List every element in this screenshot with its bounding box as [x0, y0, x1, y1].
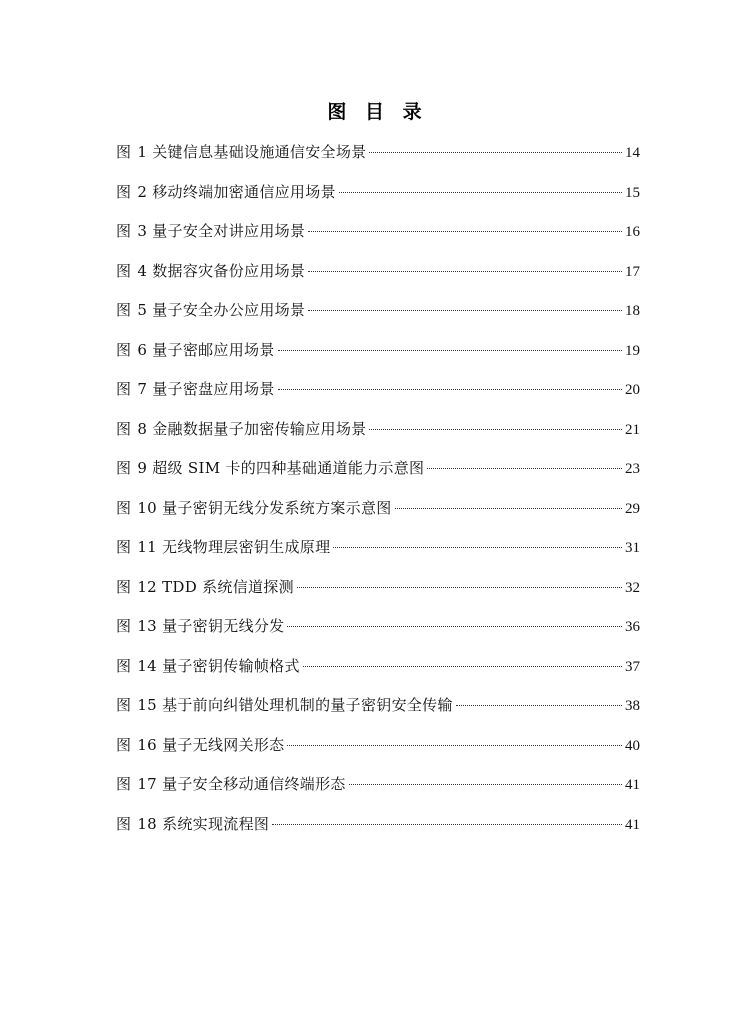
dot-leader — [287, 745, 622, 746]
entry-prefix: 图 — [116, 814, 132, 833]
page-number: 36 — [625, 619, 640, 635]
page-number: 16 — [625, 224, 640, 240]
entry-title: 3 量子安全对讲应用场景 — [137, 222, 306, 240]
entry-label — [116, 299, 305, 321]
entry-title: 7 量子密盘应用场景 — [137, 380, 275, 398]
entry-title: 13 量子密钥无线分发 — [137, 617, 285, 635]
dot-leader — [456, 705, 622, 706]
entry-title: 16 量子无线网关形态 — [137, 735, 285, 754]
entry-label — [116, 615, 284, 637]
toc-entry[interactable] — [116, 220, 640, 260]
entry-title: 5 量子安全办公应用场景 — [137, 301, 306, 319]
entry-prefix: 图 — [116, 301, 132, 319]
dot-leader — [308, 271, 622, 272]
toc-entry[interactable] — [116, 734, 640, 774]
dot-leader — [339, 192, 622, 193]
toc-entry[interactable] — [116, 260, 640, 300]
entry-label — [116, 418, 366, 440]
entry-label — [116, 694, 453, 716]
entry-title: 8 金融数据量子加密传输应用场景 — [137, 419, 367, 438]
dot-leader — [278, 350, 622, 351]
toc-entry[interactable] — [116, 536, 640, 576]
entry-label — [116, 378, 275, 400]
toc-entry[interactable] — [116, 655, 640, 695]
dot-leader — [272, 824, 622, 825]
figure-list — [116, 141, 640, 852]
page-number: 20 — [625, 382, 640, 398]
toc-entry[interactable] — [116, 181, 640, 221]
page-number: 23 — [625, 461, 640, 477]
dot-leader — [369, 429, 622, 430]
entry-title: 6 量子密邮应用场景 — [137, 340, 275, 359]
page-title: 图 目 录 — [327, 101, 428, 123]
page-number: 38 — [625, 698, 640, 714]
entry-label — [116, 536, 330, 558]
toc-entry[interactable] — [116, 141, 640, 181]
entry-prefix: 图 — [116, 696, 132, 714]
toc-entry[interactable] — [116, 378, 640, 418]
dot-leader — [308, 310, 622, 311]
entry-prefix: 图 — [116, 577, 132, 596]
entry-label — [116, 339, 275, 361]
dot-leader — [395, 508, 622, 509]
entry-prefix: 图 — [116, 261, 132, 280]
entry-label — [116, 576, 294, 598]
page-number: 41 — [625, 816, 640, 833]
entry-label — [116, 734, 284, 756]
toc-entry[interactable] — [116, 813, 640, 853]
entry-title: 14 量子密钥传输帧格式 — [137, 656, 300, 675]
entry-label — [116, 773, 346, 795]
entry-title: 18 系统实现流程图 — [137, 814, 270, 833]
entry-title: 12 TDD 系统信道探测 — [137, 577, 294, 596]
toc-entry[interactable] — [116, 457, 640, 497]
toc-entry[interactable] — [116, 694, 640, 734]
dot-leader — [287, 626, 622, 627]
page-number: 21 — [625, 421, 640, 438]
entry-prefix: 图 — [116, 182, 132, 201]
entry-label — [116, 181, 336, 203]
page-number: 18 — [625, 303, 640, 319]
toc-entry[interactable] — [116, 497, 640, 537]
entry-prefix: 图 — [116, 775, 132, 793]
dot-leader — [349, 784, 622, 785]
entry-label — [116, 655, 300, 677]
dot-leader — [278, 389, 622, 390]
entry-prefix: 图 — [116, 538, 132, 556]
toc-entry[interactable] — [116, 773, 640, 813]
entry-prefix: 图 — [116, 617, 132, 635]
entry-title: 17 量子安全移动通信终端形态 — [137, 775, 346, 793]
toc-entry[interactable] — [116, 339, 640, 379]
entry-title: 15 基于前向纠错处理机制的量子密钥安全传输 — [137, 696, 453, 714]
entry-title: 11 无线物理层密钥生成原理 — [137, 538, 331, 556]
entry-label — [116, 813, 269, 835]
dot-leader — [427, 468, 622, 469]
entry-prefix: 图 — [116, 143, 132, 161]
page-number: 15 — [625, 184, 640, 201]
page-number: 19 — [625, 342, 640, 359]
entry-prefix: 图 — [116, 380, 132, 398]
entry-prefix: 图 — [116, 656, 132, 675]
entry-title: 4 数据容灾备份应用场景 — [137, 261, 306, 280]
entry-title: 2 移动终端加密通信应用场景 — [137, 182, 336, 201]
entry-prefix: 图 — [116, 735, 132, 754]
toc-entry[interactable] — [116, 615, 640, 655]
entry-title: 1 关键信息基础设施通信安全场景 — [137, 143, 367, 161]
page-number: 31 — [625, 540, 640, 556]
entry-prefix: 图 — [116, 459, 132, 477]
toc-entry[interactable] — [116, 299, 640, 339]
entry-label — [116, 497, 392, 519]
page-number: 29 — [625, 500, 640, 517]
dot-leader — [369, 152, 622, 153]
dot-leader — [333, 547, 622, 548]
entry-label — [116, 260, 305, 282]
page-number: 32 — [625, 579, 640, 596]
toc-entry[interactable] — [116, 576, 640, 616]
page-number: 37 — [625, 658, 640, 675]
dot-leader — [308, 231, 622, 232]
page-number: 40 — [625, 737, 640, 754]
entry-label — [116, 141, 366, 163]
page-number: 17 — [625, 263, 640, 280]
entry-title: 9 超级 SIM 卡的四种基础通道能力示意图 — [137, 459, 425, 477]
page-number: 41 — [625, 777, 640, 793]
dot-leader — [303, 666, 622, 667]
entry-label — [116, 220, 305, 242]
entry-title: 10 量子密钥无线分发系统方案示意图 — [137, 498, 392, 517]
entry-prefix: 图 — [116, 419, 132, 438]
entry-prefix: 图 — [116, 498, 132, 517]
dot-leader — [297, 587, 622, 588]
entry-prefix: 图 — [116, 222, 132, 240]
page-number: 14 — [625, 145, 640, 161]
entry-prefix: 图 — [116, 340, 132, 359]
toc-entry[interactable] — [116, 418, 640, 458]
entry-label — [116, 457, 424, 479]
